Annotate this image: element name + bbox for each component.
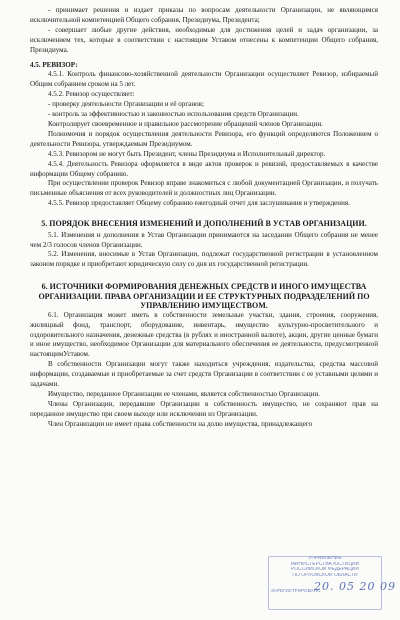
paragraph: Контролирует своевременное и правильное рассмотрение обращений членов Организации. [48, 119, 323, 128]
paragraph: Полномочия и порядок осуществления деятельности Ревизора, его функций определяются Положением о деятельности Ревизора, утверждаемым Президиумом. [30, 129, 378, 148]
paragraph: 4.5.4. Деятельность Ревизора оформляется в виде актов проверок и ревизий, предоставляемых в качестве информации Общему собранию. [30, 159, 378, 178]
registration-stamp [268, 556, 396, 610]
paragraph: - контроль за эффективностью и законностью использования средств Организации. [48, 110, 299, 119]
paragraph: Имущество, переданное Организации ее членами, является собственностью Организации. [48, 390, 320, 398]
paragraph: Член Организации не имеет права собственности на долю имущества, принадлежащего [48, 419, 313, 428]
paragraph: Члены Организации, передавшие Организации в собственность имущество, не сохраняют прав на переданное имущество при своем выходе или исключении из Организации. [30, 399, 378, 418]
paragraph: 4.5.2. Ревизор осуществляет: [48, 90, 135, 99]
paragraph: При осуществлении проверок Ревизор вправе знакомиться с любой документацией Организации, и получать письменные объяснения от всех руководителей и должностных лиц Организации. [30, 179, 378, 198]
paragraph: 4.5.1. Контроль финансово-хозяйственной деятельности Организации осуществляет Ревизор, избираемый Общим собранием сроком на 5 лет. [30, 70, 378, 89]
section-heading: 5. ПОРЯДОК ВНЕСЕНИЯ ИЗМЕНЕНИЙ И ДОПОЛНЕНИЙ В УСТАВ ОРГАНИЗАЦИИ. [41, 219, 367, 229]
stamp-label: ЗАРЕГИСТРИРОВАНО [271, 588, 321, 593]
paragraph: В собственности Организации могут также находиться учреждения, издательства, средства массовой информации, создаваемые и приобретаемые за счет средств Организации в соответствии с ее уставными целями и задачами. [30, 360, 378, 389]
stamp-date: 20. 05 20 09 [314, 580, 396, 593]
paragraph: 5.2. Изменения, вносимые в Устав Организации, подлежат государственной регистрации в установленном законом порядке и приобретают юридическую силу со дня их государственной регистрации. [30, 250, 378, 269]
stamp-line: РОССИЙСКОЙ ФЕДЕРАЦИИ [291, 567, 359, 573]
paragraph: - проверку деятельности Организации и её органов; [48, 100, 204, 109]
stamp-line: УПРАВЛЕНИЕ [308, 556, 342, 561]
paragraph: 4.5.5. Ревизор предоставляет Общему собранию ежегодный отчет для заслушивания и утверждения. [48, 199, 350, 208]
document-body [30, 6, 378, 430]
paragraph: - совершает любые другие действия, необходимые для достижения целей и задач организации, за исключением тех, которые в соответствии с настоящим Уставом отнесены к компетенции Общего собрания, Президиума. [30, 25, 378, 54]
paragraph: 4.5.3. Ревизором не могут быть Президент, члены Президиума и Исполнительный директор. [48, 149, 326, 158]
paragraph: 6.1. Организация может иметь в собственности земельные участки, здания, строения, сооружения, жилищный фонд, транспорт, оборудование, инвентарь, имущество культурно-просветительного и оздоровительного назначения, денежные средства (в рублях и иностранной валюте), акции, другие ценные бумаги и иное имущество, необходимое Организации для материального обеспечения ее деятельности, предусмотренной настоящимУставом. [30, 310, 378, 359]
section-heading: 4.5. РЕВИЗОР: [30, 60, 78, 69]
paragraph: - принимает решения и издает приказы по вопросам деятельности Организации, не являющимся исключительной компетенцией Общего собрания, Президиума, Президента; [30, 6, 378, 24]
stamp-line: МИНИСТЕРСТВА ЮСТИЦИИ [290, 561, 360, 567]
section-heading: 6. ИСТОЧНИКИ ФОРМИРОВАНИЯ ДЕНЕЖНЫХ СРЕДСТВ И ИНОГО ИМУЩЕСТВА ОРГАНИЗАЦИИ. ПРАВА ОРГАНИЗАЦИИ И ЕЕ СТРУКТУРНЫХ ПОДРАЗДЕЛЕНИЙ ПО УПРАВЛЕНИЮ ИМУЩЕСТВОМ. [38, 282, 370, 311]
paragraph: 5.1. Изменения и дополнения в Устав Организации принимаются на заседании Общего собрания не менее чем 2/3 голосов членов Организации. [30, 230, 378, 249]
stamp-line: ПО ОРЛОВСКОЙ ОБЛАСТИ [292, 572, 358, 578]
